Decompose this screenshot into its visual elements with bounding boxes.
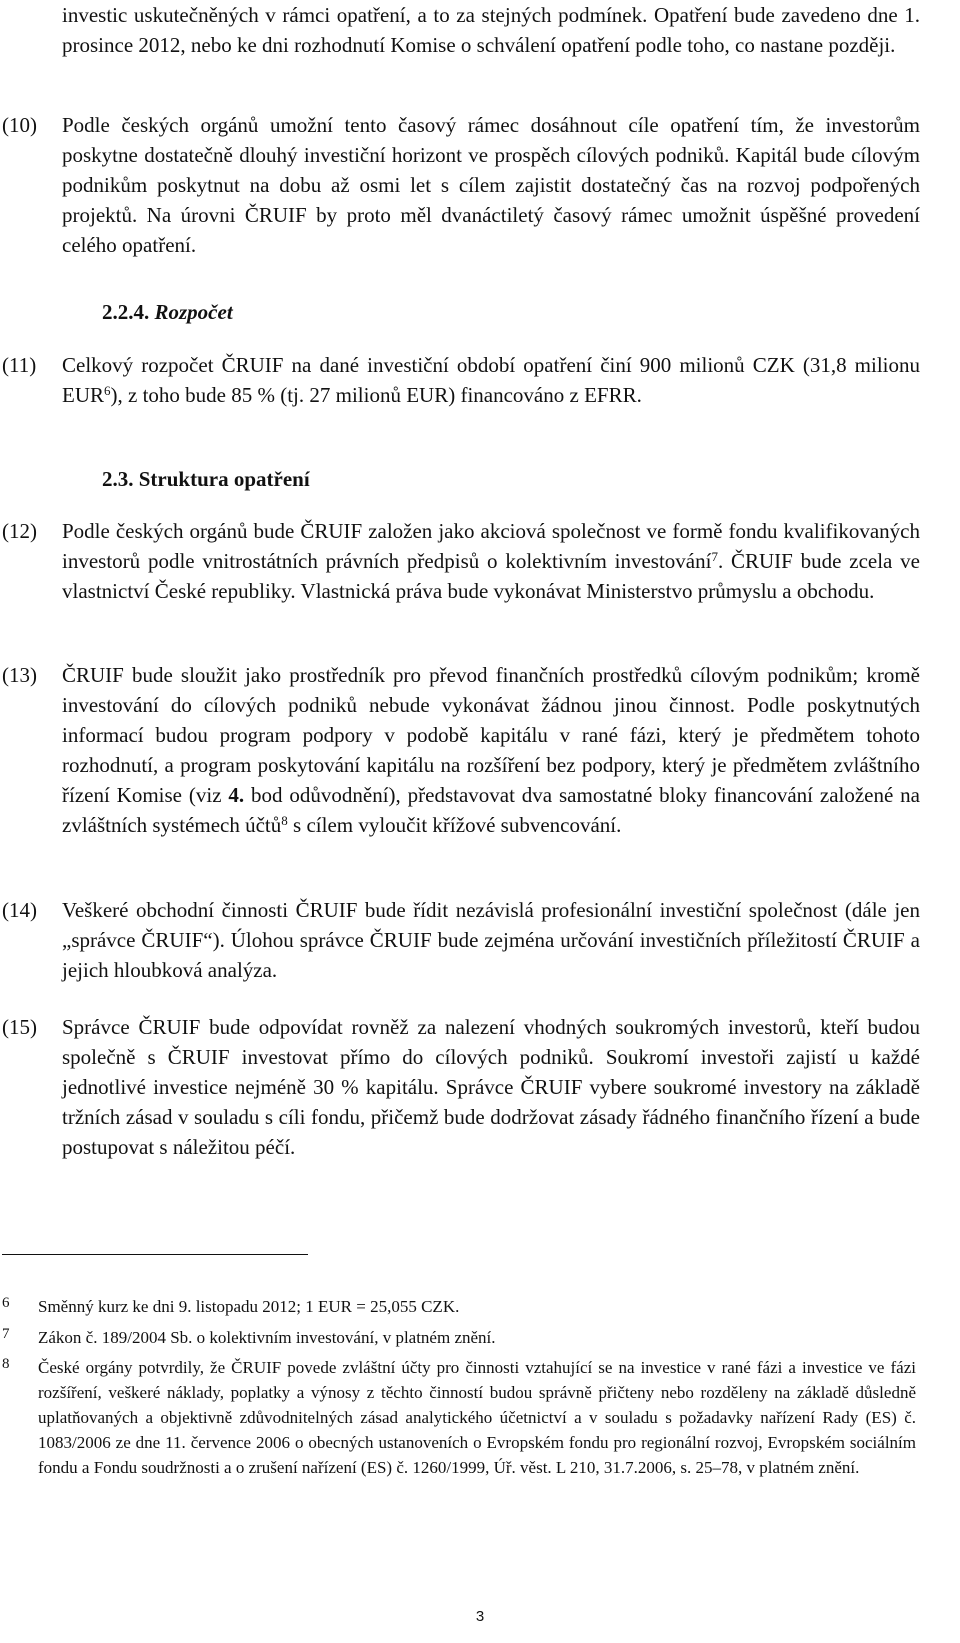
footnote-ref-7: 7 xyxy=(711,549,718,564)
paragraph-11-text-a: Celkový rozpočet ČRUIF na dané investiční období opatření činí 900 milionů CZK (31,8 milionu EUR xyxy=(62,353,920,407)
paragraph-number-15: (15) xyxy=(2,1015,37,1039)
footnote-number-6: 6 xyxy=(2,1295,10,1311)
section-title: Struktura opatření xyxy=(138,467,310,491)
paragraph-10: Podle českých orgánů umožní tento časový rámec dosáhnout cíle opatření tím, že investorům poskytne dostatečně dlouhý investiční horizont ve prospěch cílových podniků. Kapitál bude cílovým podnikům poskytnut na dobu až osmi let s cílem zajistit dostatečný čas na rozvoj podpořených projektů. Na úrovni ČRUIF by proto měl dvanáctiletý časový rámec umožnit úspěšné provedení celého opatření. xyxy=(62,113,920,257)
paragraph-13-text-a: ČRUIF bude sloužit jako prostředník pro převod finančních prostředků cílovým podnikům; kromě investování do cílových podniků nebude vykonávat žádnou jinou činnost. Podle poskytnutých informací budou program podpory v podobě kapitálu v rané fázi, který je předmětem tohoto rozhodnutí, a program poskytování kapitálu na rozšíření bez podpory, který je předmětem zvláštního řízení Komise (viz xyxy=(62,663,920,807)
paragraph-13 xyxy=(62,660,920,840)
paragraph-11 xyxy=(62,350,920,410)
intro-paragraph: investic uskutečněných v rámci opatření, a to za stejných podmínek. Opatření bude zavedeno dne 1. prosince 2012, nebo ke dni rozhodnutí Komise o schválení opatření podle toho, co nastane později. xyxy=(62,3,920,57)
footnote-8: České orgány potvrdily, že ČRUIF povede zvláštní účty pro činnosti vztahující se na investice v rané fázi a investice ve fázi rozšíření, veškeré náklady, poplatky a výnosy z těchto činností budou správně přičteny nebo rozděleny na základě důsledně uplatňovaných a objektivně zdůvodnitelných zásad analytického účetnictví a v souladu s požadavky nařízení Rady (ES) č. 1083/2006 ze dne 11. července 2006 o obecných ustanoveních o Evropském fondu pro regionální rozvoj, Evropském sociálním fondu a Fondu soudržnosti a o zrušení nařízení (ES) č. 1260/1999, Úř. věst. L 210, 31.7.2006, s. 25–78, v platném znění. xyxy=(38,1358,916,1477)
paragraph-12 xyxy=(62,516,920,606)
section-number: 2.2.4. xyxy=(102,300,150,324)
paragraph-15: Správce ČRUIF bude odpovídat rovněž za nalezení vhodných soukromých investorů, kteří budou společně s ČRUIF investovat přímo do cílových podniků. Soukromí investoři zajistí u každé jednotlivé investice nejméně 30 % kapitálu. Správce ČRUIF vybere soukromé investory na základě tržních zásad v souladu s cíli fondu, přičemž bude dodržovat zásady řádného finančního řízení a bude postupovat s náležitou péčí. xyxy=(62,1015,920,1159)
paragraph-13-text-c: s cílem vyloučit křížové subvencování. xyxy=(287,813,622,837)
page-number: 3 xyxy=(475,1608,485,1625)
paragraph-number-12: (12) xyxy=(2,519,37,543)
paragraph-11-text-b: ), z toho bude 85 % (tj. 27 milionů EUR) financováno z EFRR. xyxy=(110,383,642,407)
footnote-number-8: 8 xyxy=(2,1356,10,1372)
section-number: 2.3. xyxy=(102,467,134,491)
paragraph-12-text-b: . ČRUIF bude zcela ve vlastnictví České republiky. Vlastnická práva bude vykonávat Ministerstvo průmyslu a obchodu. xyxy=(62,549,920,603)
paragraph-14: Veškeré obchodní činnosti ČRUIF bude řídit nezávislá profesionální investiční společnost (dále jen „správce ČRUIF“). Úlohou správce ČRUIF bude zejména určování investičních příležitostí ČRUIF a jejich hloubková analýza. xyxy=(62,898,920,982)
paragraph-number-14: (14) xyxy=(2,898,37,922)
paragraph-12-text-a: Podle českých orgánů bude ČRUIF založen jako akciová společnost ve formě fondu kvalifikovaných investorů podle vnitrostátních právních předpisů o kolektivním investování xyxy=(62,519,920,573)
footnote-6: Směnný kurz ke dni 9. listopadu 2012; 1 EUR = 25,055 CZK. xyxy=(38,1297,460,1316)
paragraph-13-bold-ref: 4. xyxy=(228,783,245,807)
paragraph-number-11: (11) xyxy=(2,353,37,377)
section-title: Rozpočet xyxy=(154,300,233,324)
footnote-separator xyxy=(2,1254,308,1255)
paragraph-number-13: (13) xyxy=(2,663,37,687)
paragraph-13-text-b: bod odůvodnění), představovat dva samostatné bloky financování založené na zvláštních systémech účtů xyxy=(62,783,921,837)
footnote-ref-6: 6 xyxy=(104,383,111,398)
footnote-number-7: 7 xyxy=(2,1326,10,1342)
section-heading-budget xyxy=(102,297,233,327)
paragraph-number-10: (10) xyxy=(2,113,37,137)
footnote-ref-8: 8 xyxy=(281,813,288,828)
footnote-7: Zákon č. 189/2004 Sb. o kolektivním investování, v platném znění. xyxy=(38,1328,496,1347)
section-heading-structure xyxy=(102,464,310,494)
